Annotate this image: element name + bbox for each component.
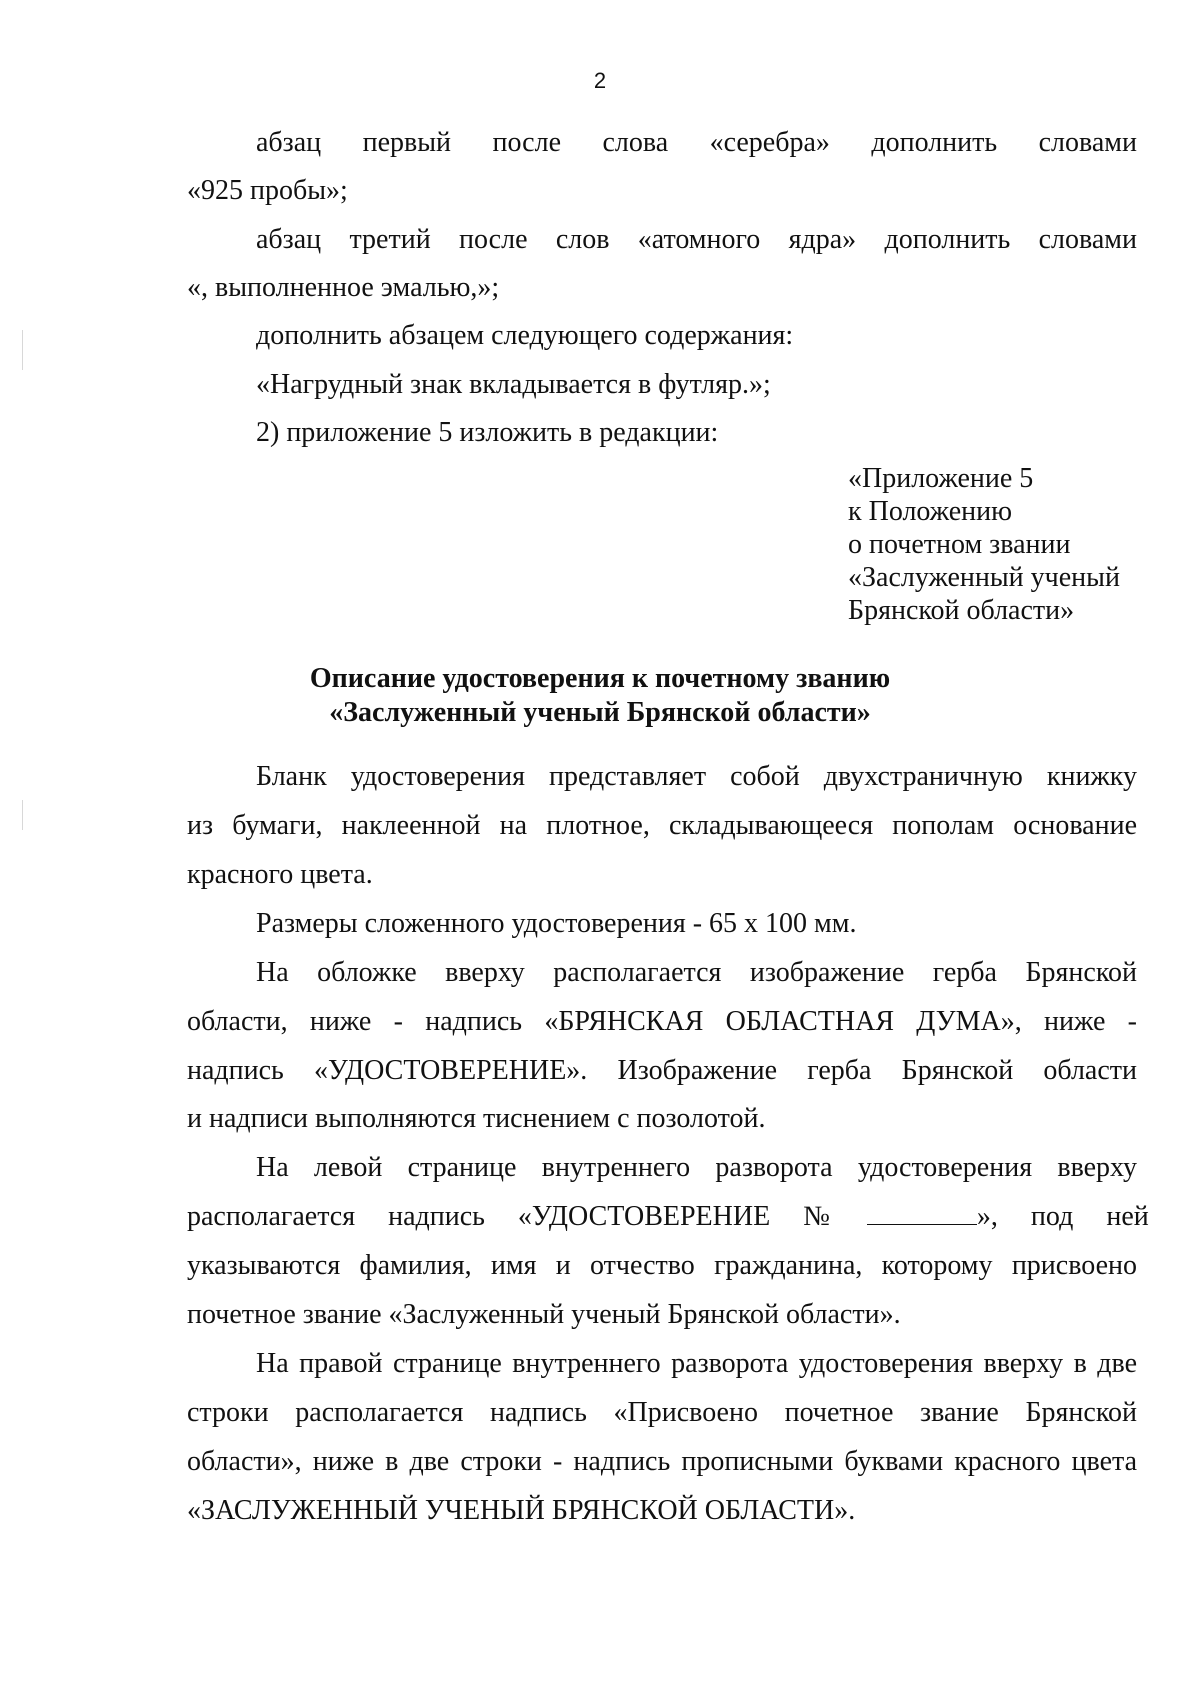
text-line: из бумаги, наклеенной на плотное, складывающееся пополам основание bbox=[187, 810, 1137, 841]
text-line: абзац первый после слова «серебра» дополнить словами bbox=[256, 127, 1137, 158]
text-line: Размеры сложенного удостоверения - 65 х 100 мм. bbox=[256, 908, 857, 939]
text-line: абзац третий после слов «атомного ядра» дополнить словами bbox=[256, 224, 1137, 255]
text-line: «ЗАСЛУЖЕННЫЙ УЧЕНЫЙ БРЯНСКОЙ ОБЛАСТИ». bbox=[187, 1495, 856, 1526]
appendix-line: «Приложение 5 bbox=[848, 463, 1034, 494]
text-line: «, выполненное эмалью,»; bbox=[187, 272, 500, 303]
text-line: 2) приложение 5 изложить в редакции: bbox=[256, 417, 719, 448]
text-line: надпись «УДОСТОВЕРЕНИЕ». Изображение герба Брянской области bbox=[187, 1055, 1137, 1086]
appendix-line: о почетном звании bbox=[848, 529, 1071, 560]
text-line: указываются фамилия, имя и отчество гражданина, которому присвоено bbox=[187, 1250, 1137, 1281]
heading-line: «Заслуженный ученый Брянской области» bbox=[329, 697, 871, 728]
appendix-line: Брянской области» bbox=[848, 595, 1075, 626]
text-line: дополнить абзацем следующего содержания: bbox=[256, 320, 794, 351]
text-line: Бланк удостоверения представляет собой двухстраничную книжку bbox=[256, 761, 1137, 792]
scan-margin-mark bbox=[22, 330, 23, 370]
appendix-reference bbox=[848, 462, 1120, 627]
page-number: 2 bbox=[593, 68, 607, 93]
text-line: красного цвета. bbox=[187, 859, 373, 890]
text-line: «Нагрудный знак вкладывается в футляр.»; bbox=[256, 369, 771, 400]
number-blank-field bbox=[867, 1202, 977, 1225]
text-line: На левой странице внутреннего разворота удостоверения вверху bbox=[256, 1152, 1137, 1183]
text-fragment: », под ней bbox=[976, 1201, 1149, 1232]
text-line: «925 пробы»; bbox=[187, 175, 348, 206]
appendix-line: «Заслуженный ученый bbox=[848, 562, 1120, 593]
text-line: На обложке вверху располагается изображение герба Брянской bbox=[256, 957, 1137, 988]
scan-margin-mark bbox=[22, 800, 23, 830]
text-line: На правой странице внутреннего разворота удостоверения вверху в две bbox=[256, 1348, 1137, 1379]
appendix-line: к Положению bbox=[848, 496, 1013, 527]
text-fragment: располагается надпись «УДОСТОВЕРЕНИЕ № bbox=[187, 1201, 830, 1232]
section-heading bbox=[0, 662, 1200, 730]
text-line: строки располагается надпись «Присвоено почетное звание Брянской bbox=[187, 1397, 1137, 1428]
text-line: почетное звание «Заслуженный ученый Брянской области». bbox=[187, 1299, 901, 1330]
text-line-with-blank bbox=[187, 1199, 1149, 1235]
text-line: области», ниже в две строки - надпись прописными буквами красного цвета bbox=[187, 1446, 1137, 1477]
heading-line: Описание удостоверения к почетному званию bbox=[309, 663, 891, 694]
text-line: области, ниже - надпись «БРЯНСКАЯ ОБЛАСТНАЯ ДУМА», ниже - bbox=[187, 1006, 1137, 1037]
text-line: и надписи выполняются тиснением с позолотой. bbox=[187, 1103, 766, 1134]
